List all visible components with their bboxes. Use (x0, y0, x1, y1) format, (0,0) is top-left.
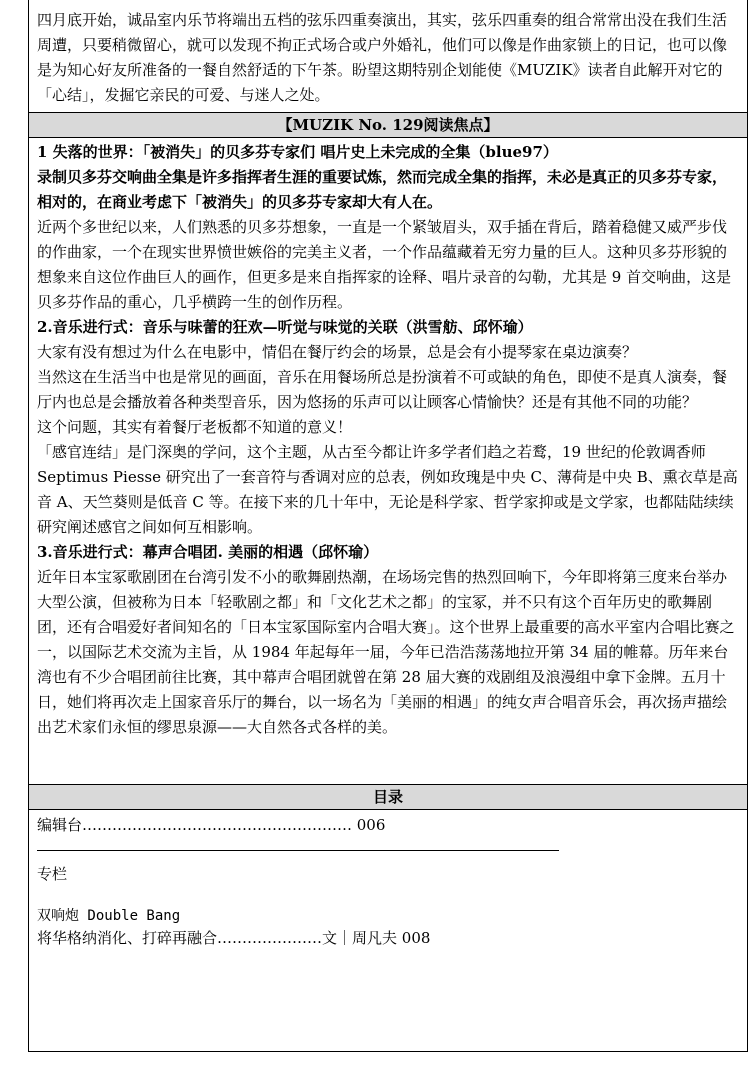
divider (37, 850, 559, 851)
toc-section-column: 专栏 (37, 865, 68, 883)
item1-lead: 录制贝多芬交响曲全集是许多指挥者生涯的重要试炼，然而完成全集的指挥，未必是真正的贝多芬专家，相对的，在商业考虑下「被消失」的贝多芬专家却大有人在。 (37, 168, 728, 211)
table-of-contents (29, 810, 747, 949)
item2-paragraph-1: 大家有没有想过为什么在电影中，情侣在餐厅约会的场景，总是会有小提琴家在桌边演奏？ (37, 343, 638, 361)
toc-header: 目录 (29, 784, 747, 810)
item1-title: 1 失落的世界：「被消失」的贝多芬专家们 唱片史上未完成的全集（blue97） (37, 143, 558, 161)
item2-paragraph-4: 「感官连结」是门深奥的学问，这个主题，从古至今都让许多学者们趋之若鹜，19 世纪的伦敦调香师 Septimus Piesse 研究出了一套音符与香调对应的总表，例如玫瑰是中央 C、薄荷是中央 B、熏衣草是高音 A、天竺葵则是低音 C 等。在接下来的几十年中，无论是科学家、哲学家抑或是文学家，也都陆陆续续研究阐述感官之间如何互相影响。 (37, 443, 738, 536)
item2-title: 2.音乐进行式：音乐与味蕾的狂欢—听觉与味觉的关联（洪雪舫、邱怀瑜） (37, 318, 533, 336)
toc-line-article: 将华格纳消化、打碎再融合…………………文｜周凡夫 008 (37, 929, 431, 947)
toc-column-name: 双响炮 Double Bang (37, 908, 181, 924)
item1-body: 近两个多世纪以来，人们熟悉的贝多芬想象，一直是一个紧皱眉头，双手插在背后，踏着稳健又威严步伐的作曲家，一个在现实世界愤世嫉俗的完美主义者，一个作品蕴藏着无穷力量的巨人。这种贝多芬形貌的想象来自这位作曲巨人的画作，但更多是来自指挥家的诠释、唱片录音的勾勒，尤其是 9 首交响曲，这是贝多芬作品的重心，几乎横跨一生的创作历程。 (37, 218, 732, 311)
spacer (37, 885, 747, 905)
focus-section (29, 138, 747, 784)
spacer (37, 740, 741, 780)
document-page (28, 0, 748, 1052)
item2-paragraph-3: 这个问题，其实有着餐厅老板都不知道的意义！ (37, 418, 353, 436)
focus-header: 【MUZIK No. 129阅读焦点】 (29, 112, 747, 138)
item3-title: 3.音乐进行式：幕声合唱团. 美丽的相遇（邱怀瑜） (37, 543, 379, 561)
intro-paragraph: 四月底开始，诚品室内乐节将端出五档的弦乐四重奏演出，其实，弦乐四重奏的组合常常出没在我们生活周遭，只要稍微留心，就可以发现不拘正式场合或户外婚礼，他们可以像是作曲家锁上的日记，也可以像是为知心好友所准备的一餐自然舒适的下午茶。盼望这期特别企划能使《MUZIK》读者自此解开对它的「心结」，发掘它亲民的可爱、与迷人之处。 (37, 11, 728, 104)
item2-paragraph-2: 当然这在生活当中也是常见的画面，音乐在用餐场所总是扮演着不可或缺的角色，即使不是真人演奏，餐厅内也总是会播放着各种类型音乐，因为悠扬的乐声可以让顾客心情愉快？还是有其他不同的功能？ (37, 368, 728, 411)
toc-line-editorial: 编辑台……………………………………………… 006 (37, 816, 386, 834)
item3-body: 近年日本宝冢歌剧团在台湾引发不小的歌舞剧热潮，在场场完售的热烈回响下，今年即将第三度来台举办大型公演，但被称为日本「轻歌剧之都」和「文化艺术之都」的宝冢，并不只有这个百年历史的歌舞剧团，还有合唱爱好者间知名的「日本宝冢国际室内合唱大赛」。这个世界上最重要的高水平室内合唱比赛之一，以国际艺术交流为主旨，从 1984 年起每年一届，今年已浩浩荡荡地拉开第 34 届的帷幕。历年来台湾也有不少合唱团前往比赛，其中幕声合唱团就曾在第 28 届大赛的戏剧组及浪漫组中拿下金牌。五月十日，她们将再次走上国家音乐厅的舞台，以一场名为「美丽的相遇」的纯女声合唱音乐会，再次扬声描绘出艺术家们永恒的缪思泉源——大自然各式各样的美。 (37, 568, 735, 736)
intro-section (29, 0, 747, 112)
